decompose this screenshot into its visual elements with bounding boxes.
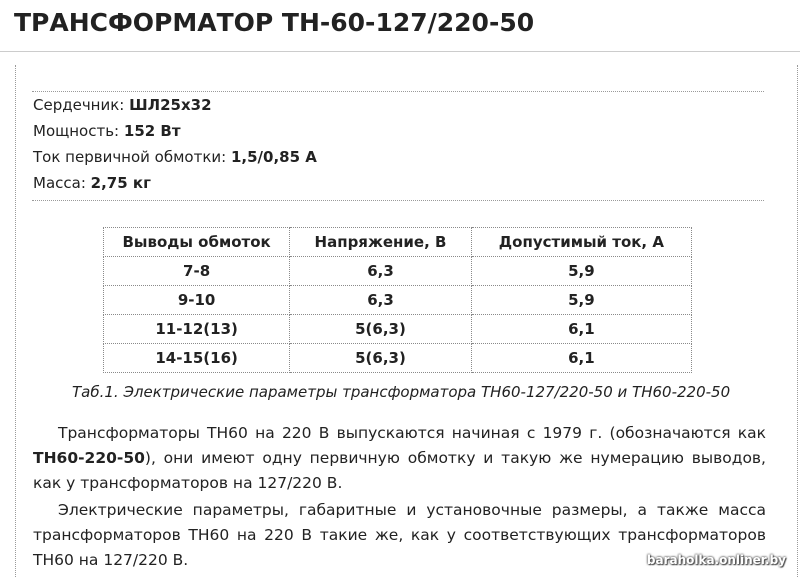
cell-current: 6,1 — [471, 344, 691, 373]
cell-current: 5,9 — [471, 257, 691, 286]
spec-mass-value: 2,75 кг — [90, 174, 151, 192]
header-current: Допустимый ток, А — [471, 228, 691, 257]
site-watermark: baraholka.onliner.by — [646, 553, 786, 567]
spec-core-label: Сердечник: — [33, 96, 130, 114]
cell-terminals: 14-15(16) — [104, 344, 290, 373]
spec-power-value: 152 Вт — [123, 122, 181, 140]
table-row — [104, 315, 692, 344]
model-designation: ТН60-220-50 — [33, 449, 145, 467]
cell-voltage: 6,3 — [290, 257, 472, 286]
cell-current: 5,9 — [471, 286, 691, 315]
paragraph-1 — [33, 421, 766, 496]
table-row — [104, 257, 692, 286]
spec-core-value: ШЛ25х32 — [129, 96, 212, 114]
spec-core — [33, 96, 212, 114]
header-divider — [0, 51, 800, 52]
table-row — [104, 344, 692, 373]
spec-power-label: Мощность: — [33, 122, 124, 140]
cell-current: 6,1 — [471, 315, 691, 344]
spec-mass-label: Масса: — [33, 174, 91, 192]
table-header-row — [104, 228, 692, 257]
spec-power — [33, 122, 181, 140]
spec-mass — [33, 174, 151, 192]
table-caption: Таб.1. Электрические параметры трансформатора ТН60-127/220-50 и ТН60-220-50 — [72, 383, 731, 401]
paragraph-2-text: Электрические параметры, габаритные и установочные размеры, а также масса трансформаторов ТН60 на 220 В такие же, как у соответствующих трансформаторов ТН60 на 127/220 В. — [33, 501, 766, 569]
table-row — [104, 286, 692, 315]
spec-primary-current-label: Ток первичной обмотки: — [33, 148, 231, 166]
cell-terminals: 11-12(13) — [104, 315, 290, 344]
content-left-border — [15, 65, 16, 577]
page-title: ТРАНСФОРМАТОР ТН-60-127/220-50 — [14, 8, 535, 37]
spec-primary-current-value: 1,5/0,85 А — [230, 148, 317, 166]
cell-voltage: 5(6,3) — [290, 344, 472, 373]
paragraph-1-text-a: Трансформаторы ТН60 на 220 В выпускаются начиная с 1979 г. (обозначаются как — [58, 424, 766, 442]
cell-voltage: 6,3 — [290, 286, 472, 315]
cell-voltage: 5(6,3) — [290, 315, 472, 344]
windings-table — [103, 227, 692, 373]
paragraph-1-text-b: ), они имеют одну первичную обмотку и такую же нумерацию выводов, как у трансформаторов на 127/220 В. — [33, 449, 766, 492]
cell-terminals: 9-10 — [104, 286, 290, 315]
header-terminals: Выводы обмоток — [104, 228, 290, 257]
content-right-border — [797, 65, 798, 577]
cell-terminals: 7-8 — [104, 257, 290, 286]
spec-primary-current — [33, 148, 317, 166]
header-voltage: Напряжение, В — [290, 228, 472, 257]
